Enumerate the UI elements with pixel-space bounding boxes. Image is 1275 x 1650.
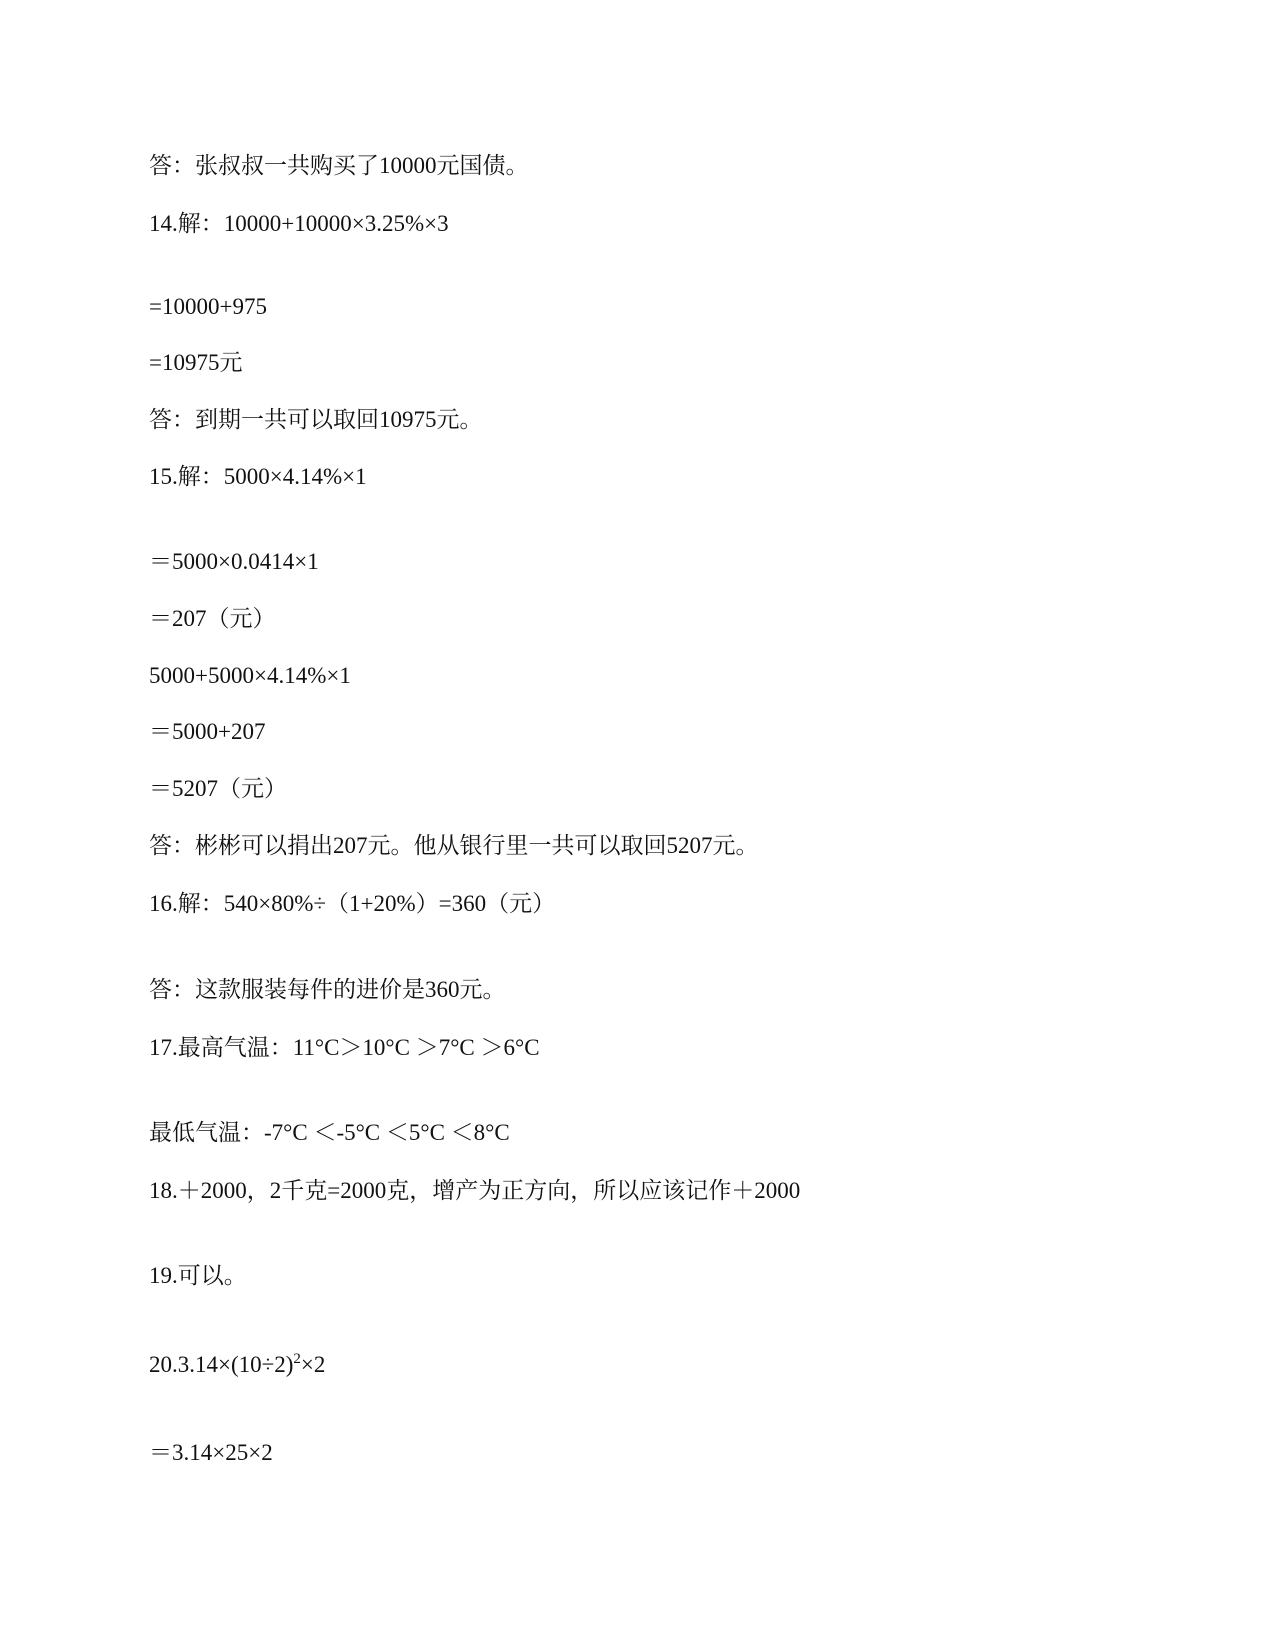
solution-17-low-temp: 最低气温：-7°C ＜-5°C ＜5°C ＜8°C — [149, 1120, 510, 1145]
solution-18: 18.＋2000，2千克=2000克，增产为正方向，所以应该记作＋2000 — [149, 1178, 801, 1203]
solution-20-exponent: 2 — [293, 1351, 301, 1367]
solution-15-step-2: ＝5000×0.0414×1 — [149, 549, 319, 574]
solution-20-expr-base: 20.3.14×(10÷2) — [149, 1352, 294, 1377]
solution-16: 16.解：540×80%÷（1+20%）=360（元） — [149, 891, 556, 916]
solution-15-step-6: ＝5207（元） — [149, 776, 287, 801]
solution-14-step-1: 14.解：10000+10000×3.25%×3 — [149, 211, 449, 236]
solution-20-step-2: ＝3.14×25×2 — [149, 1440, 273, 1465]
answer-line-13: 答：张叔叔一共购买了10000元国债。 — [149, 153, 529, 178]
solution-15-step-3: ＝207（元） — [149, 606, 276, 631]
solution-15-step-4: 5000+5000×4.14%×1 — [149, 663, 351, 688]
solution-19: 19.可以。 — [149, 1263, 247, 1288]
answer-line-16: 答：这款服装每件的进价是360元。 — [149, 977, 506, 1002]
solution-14-step-2: =10000+975 — [149, 294, 267, 319]
answer-line-15: 答：彬彬可以捐出207元。他从银行里一共可以取回5207元。 — [149, 833, 759, 858]
solution-14-step-3: =10975元 — [149, 350, 243, 375]
solution-17-high-temp: 17.最高气温：11°C＞10°C ＞7°C ＞6°C — [149, 1035, 540, 1060]
solution-15-step-5: ＝5000+207 — [149, 719, 266, 744]
solution-20-expr-tail: ×2 — [300, 1352, 326, 1377]
answer-line-14: 答：到期一共可以取回10975元。 — [149, 407, 483, 432]
solution-15-step-1: 15.解：5000×4.14%×1 — [149, 464, 367, 489]
solution-20-step-1 — [149, 1350, 325, 1380]
